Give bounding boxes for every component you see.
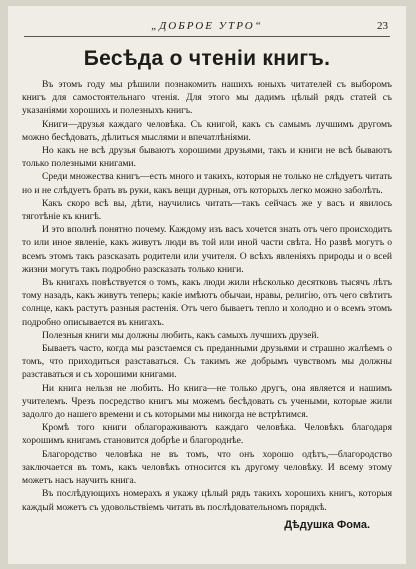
paragraph: Кромѣ того книги облагораживаютъ каждаго человѣка. Человѣкъ благодаря хорошимъ книгамъ становится добрѣе и благороднѣе. [22, 422, 392, 447]
journal-title: „ДОБРОЕ УТРО“ [151, 20, 263, 32]
paragraph: Книги—друзья каждаго человѣка. Съ книгой, какъ съ самымъ лучшимъ другомъ можно бесѣдовать, дѣлиться мыслями и впечатлѣніями. [22, 118, 392, 143]
paragraph: Бываетъ часто, когда мы разстаемся съ преданными друзьями и страшно жалѣемъ о томъ, что приходиться разставаться. Съ такимъ же добрымъ чувствомъ мы должны разставаться и съ хорошими книгами. [22, 343, 392, 381]
running-header [24, 20, 390, 37]
paragraph: Въ этомъ году мы рѣшили познакомить нашихъ юныхъ читателей съ выборомъ книгъ для самостоятельнаго чтенія. Для этого мы дадимъ цѣлый рядъ статей съ указаніями хорошихъ и полезныхъ книгъ. [22, 79, 392, 117]
journal-page [8, 6, 406, 564]
paragraph: Какъ скоро всѣ вы, дѣти, научились читать—такъ сейчасъ же у васъ и явилось тяготѣніе къ книгѣ. [22, 197, 392, 223]
article-body [22, 78, 392, 514]
paragraph: Ни книга нельзя не любить. Но книга—не только другъ, она является и нашимъ учителемъ. Чрезъ посредство книгъ мы можемъ бесѣдовать съ учеными, которые жили задолго до нашего времени и съ которыми мы никогда не встрѣтимся. [22, 382, 392, 421]
paragraph: Среди множества книгъ—есть много и такихъ, которыя не только не слѣдуетъ читать но и не слѣдуетъ брать въ руки, какъ вещи дурныя, отъ которыхъ легко можно заболѣть. [22, 171, 392, 196]
paragraph: Благородство человѣка не въ томъ, что онъ хорошо одѣтъ,—благородство заключается въ томъ, какъ человѣкъ относится къ другому человѣку. И всему этому можетъ насъ научить книга. [22, 448, 392, 487]
paragraph: Въ книгахъ повѣствуется о томъ, какъ люди жили нѣсколько десятковъ тысячъ лѣтъ тому назадъ, какъ живутъ теперь; какіе имѣютъ обычаи, нравы, религію, отъ чего свѣтитъ солнце, какъ растутъ разныя растенія. Отъ чего бываетъ тепло и холодно и о всемъ этомъ подробно описывается въ книгахъ. [22, 277, 392, 328]
paragraph: Полезныя книги мы должны любить, какъ самыхъ лучшихъ друзей. [42, 329, 319, 341]
paragraph: Но какъ не всѣ друзья бываютъ хорошими друзьями, такъ и книги не всѣ бываютъ только полезными книгами. [22, 145, 392, 170]
paragraph: И это вполнѣ понятно почему. Каждому изъ васъ хочется знать отъ чего происходитъ то или иное явленіе, какъ живутъ люди въ той или иной части свѣта. Но развѣ могутъ о всемъ этомъ такъ разсказать родители или учителя. О всѣхъ явленіяхъ природы и о всей жизни могутъ такъ подробно разсказать только книги. [22, 224, 392, 275]
article-title: Бесѣда о чтеніи книгъ. [83, 47, 331, 70]
paragraph: Въ послѣдующихъ номерахъ я укажу цѣлый рядъ такихъ хорошихъ книгъ, которыя каждый можетъ съ удовольствіемъ читать въ послѣдовательномъ порядкѣ. [22, 488, 392, 513]
author-signature: Дѣдушка Фома. [284, 518, 370, 531]
page-number: 23 [377, 20, 388, 32]
